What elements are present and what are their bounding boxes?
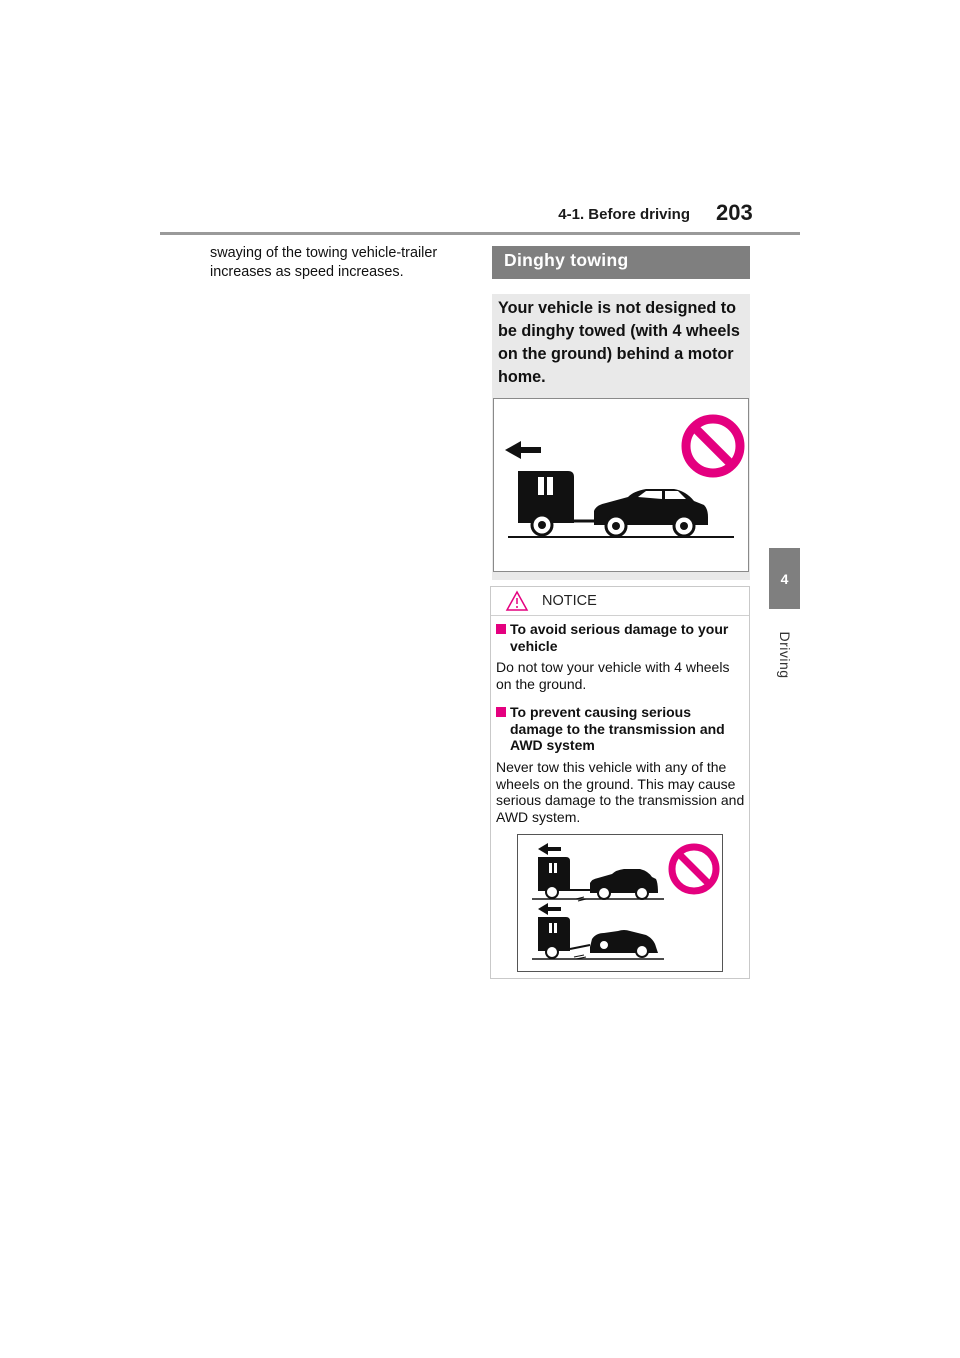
prohibited-icon <box>672 847 716 891</box>
motor-home-icon <box>518 471 574 535</box>
notice-item-body: Never tow this vehicle with any of the wheels on the ground. This may cause serious damage to the transmission and AWD system. <box>496 759 745 825</box>
notice-header-rule <box>491 615 749 616</box>
motor-home-icon <box>538 917 570 958</box>
continued-paragraph: swaying of the towing vehicle-trailer increases as speed increases. <box>210 245 438 280</box>
notice-title: NOTICE <box>542 593 597 609</box>
chapter-number: 4 <box>780 570 789 587</box>
chapter-label: Driving <box>777 631 793 679</box>
page-number: 203 <box>716 200 753 225</box>
notice-item-body: Do not tow your vehicle with 4 wheels on the ground. <box>496 659 730 692</box>
square-bullet-icon <box>496 707 506 717</box>
towing-illustration <box>518 835 722 971</box>
arrow-left-icon <box>538 903 561 915</box>
chapter-label-wrap <box>770 620 800 690</box>
car-icon <box>594 489 708 536</box>
warning-triangle-icon <box>505 590 529 612</box>
towing-figure <box>517 834 723 972</box>
section-heading: Dinghy towing <box>504 250 629 270</box>
square-bullet-icon <box>496 624 506 634</box>
motor-home-icon <box>538 857 570 898</box>
dinghy-figure <box>493 398 749 572</box>
prohibited-icon <box>686 419 740 473</box>
header-rule <box>160 232 800 235</box>
arrow-left-icon <box>505 441 541 459</box>
car-icon <box>590 869 658 899</box>
car-icon <box>590 930 658 957</box>
section-title: 4-1. Before driving <box>558 206 690 223</box>
chapter-tab <box>769 548 800 609</box>
notice-item-heading: To avoid serious damage to your vehicle <box>496 621 736 654</box>
notice-item-heading: To prevent causing serious damage to the transmission and AWD system <box>496 704 736 754</box>
lead-text: Your vehicle is not designed to be dinghy towed (with 4 wheels on the ground) behind a motor home. <box>498 299 740 386</box>
arrow-left-icon <box>538 843 561 855</box>
dinghy-illustration <box>494 399 748 571</box>
